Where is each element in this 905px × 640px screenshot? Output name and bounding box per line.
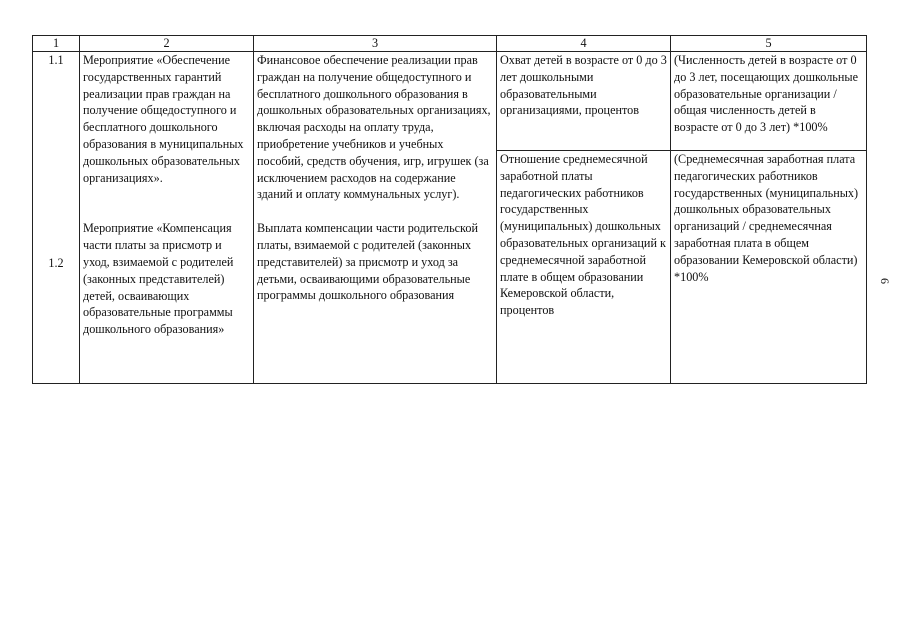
row-numbers-cell [33,52,80,384]
formula-a-text: (Численность детей в возрасте от 0 до 3 лет, посещающих дошкольные образовательные организации / общая численность детей в возрасте от 0 до 3 лет) *100% [674,53,858,135]
header-row [33,36,867,52]
content-cell [254,52,497,384]
content-1-2-text: Выплата компенсации части родительской платы, взимаемой с родителей (законных представителей) за присмотр и уход за детьми, осваивающими образовательные программы дошкольного образования [257,221,478,303]
program-table [32,35,867,384]
event-cell [80,52,254,384]
formula-b-cell [671,151,867,384]
row-number-1-1: 1.1 [48,53,64,67]
indicator-b-text: Отношение среднемесячной заработной платы педагогических работников государственных (муниципальных) дошкольных образовательных организаций к среднемесячной заработной плате в общем образовании Кемеровской области, процентов [500,152,666,318]
header-col-4: 4 [497,36,671,52]
row-number-1-2: 1.2 [48,255,64,270]
header-col-5: 5 [671,36,867,52]
table-row [33,52,867,151]
event-1-2-text: Мероприятие «Компенсация части платы за присмотр и уход, взимаемой с родителей (законных представителей) детей, осваивающих образовательные программы дошкольного образования» [83,221,234,337]
indicator-a-text: Охват детей в возрасте от 0 до 3 лет дошкольными образовательными организациями, процентов [500,53,667,118]
formula-a-cell [671,52,867,151]
content-1-1-text: Финансовое обеспечение реализации прав граждан на получение общедоступного и бесплатного дошкольного образования в дошкольных образовательных организациях, включая расходы на оплату труда, приобретение учебников и учебных пособий, средств обучения, игр, игрушек (за исключением расходов на содержание зданий и оплату коммунальных услуг). [257,53,491,202]
indicator-b-cell [497,151,671,384]
header-col-1: 1 [33,36,80,52]
formula-b-text: (Среднемесячная заработная плата педагогических работников государственных (муниципальных) дошкольных образовательных организаций / среднемесячная заработная плата в общем образовании Кемеровской области) *100% [674,152,859,284]
page-number: 6 [878,278,892,284]
header-col-3: 3 [254,36,497,52]
header-col-2: 2 [80,36,254,52]
event-1-1-text: Мероприятие «Обеспечение государственных гарантий реализации прав граждан на получение общедоступного и бесплатного дошкольного образования в муниципальных дошкольных образовательных организациях». [83,53,244,185]
indicator-a-cell [497,52,671,151]
